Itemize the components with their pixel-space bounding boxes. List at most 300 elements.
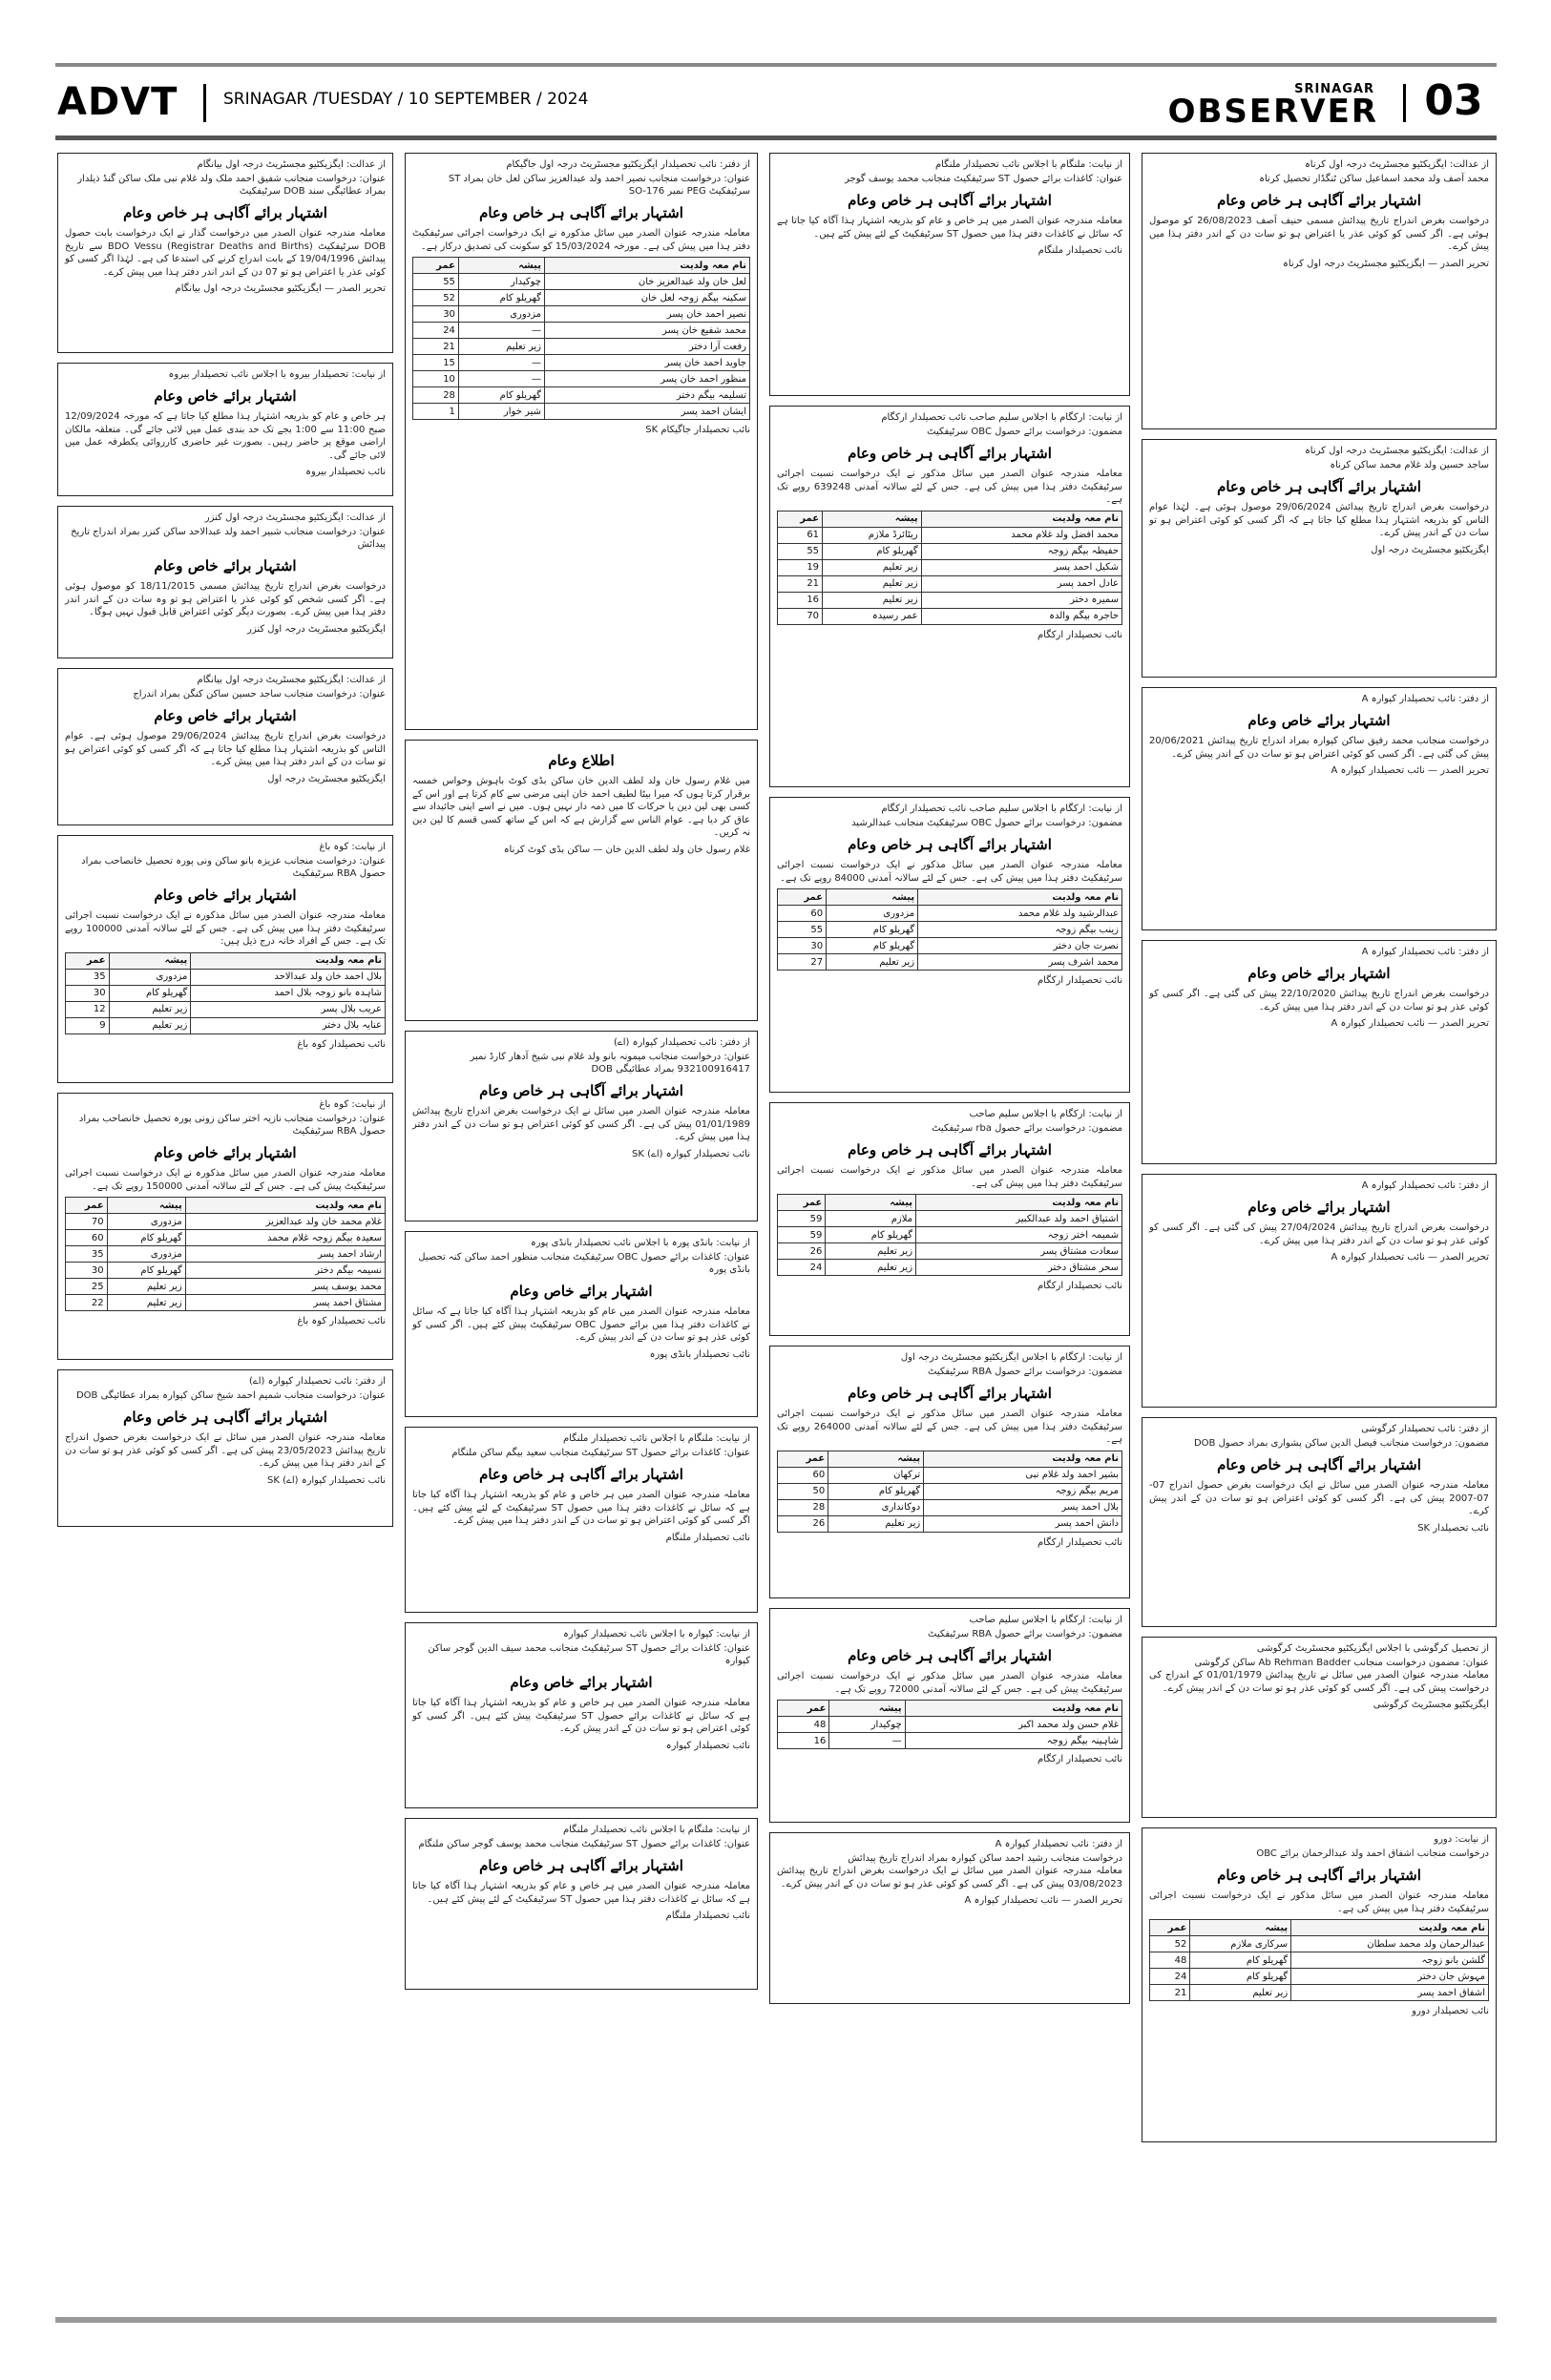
table-cell-name: مہوش جان دختر [1291,1969,1489,1985]
table-row [778,1733,1122,1749]
notice-subject: عنوان: درخواست منجانب شبیر احمد ولد عبدالاحد ساکن کنزر بمراد اندراج تاریخ پیدائش [71,527,386,550]
table-cell-age: 59 [778,1227,826,1243]
table-row [66,1214,386,1230]
table-cell-job: ملازم [826,1211,916,1227]
table-cell-name: نصرت جان دختر [918,938,1122,954]
notice-signature: نائب تحصیلدار ملنگام [665,1532,750,1543]
table-header-name: نام معہ ولدیت [916,1195,1122,1211]
notice-title: اشتہار برائے خاص وعام [1247,1199,1391,1216]
table-cell-age: 35 [66,969,110,985]
table-header-name: نام معہ ولدیت [185,1198,385,1214]
family-table [777,1451,1122,1533]
notice-signature: نائب تحصیلدار کپوارہ (اے) SK [632,1148,750,1159]
notice-body: درخواست بغرض اندراج تاریخ پیدائش 29/06/2024 موصول ہوئی ہے۔ عوام الناس کو بذریعہ اشتہار ہذا مطلع کیا جاتا ہے کہ اگر کسی کو کوئی اعتراض ہو تو سات دن کے اندر دفتر ہذا میں پیش کرے۔ [65,731,386,767]
notice-title: اطلاع وعام [548,752,615,769]
table-cell-job: ترکھان [828,1467,924,1483]
table-cell-name: عبدالرحمان ولد محمد سلطان [1291,1936,1489,1952]
notice-box [405,1818,758,1990]
notice-body: معاملہ مندرجہ عنوان الصدر میں ہر خاص و عام کو بذریعہ اشتہار ہذا آگاہ کیا جاتا ہے کہ سائل نے کاغذات دفتر ہذا میں حصول ST سرٹیفکیٹ کے لئے پیش کئے ہیں۔ [412,1881,750,1905]
table-cell-name: مریم بیگم زوجہ [924,1483,1122,1499]
table-cell-name: ایشان احمد پسر [544,404,749,420]
notice-subject: عنوان: درخواست منجانب شمیم احمد شیخ ساکن کپوارہ بمراد عطائیگی DOB [75,1390,386,1401]
table-header-row [1150,1920,1489,1936]
notice-title: اشتہار برائے آگاہی ہر خاص وعام [1217,1456,1421,1473]
table-cell-name: منظور احمد خان پسر [544,371,749,387]
notice-body: معاملہ مندرجہ عنوان الصدر میں سائل نے ایک درخواست بغرض اندراج تاریخ پیدائش 01/01/1989 پیش کی ہے۔ اگر کسی کو کوئی اعتراض ہو تو سات دن کے اندر دفتر ہذا میں پیش کرے۔ [412,1106,750,1142]
notice-box [57,363,393,496]
brand-name: OBSERVER [1167,93,1378,131]
notice-signature: نائب تحصیلدار بیروہ [305,467,386,477]
table-cell-job: مزدوری [109,969,191,985]
notice-subject: عنوان: درخواست منجانب شفیق احمد ملک ولد غلام نبی ملک ساکن گنڈ ذیلدار بمراد عطائیگی سند DOB سرٹیفکیٹ [77,174,386,197]
table-row [66,1295,386,1311]
header-separator-right [1403,84,1406,122]
table-cell-age: 16 [778,592,823,608]
header-separator [203,84,206,122]
notice-issuer: از نیابت: بانڈی پورہ با اجلاس نائب تحصیلدار بانڈی پورہ [530,1238,750,1248]
table-cell-age: 24 [778,1260,826,1276]
notice-signature: تحریر الصدر — نائب تحصیلدار کپوارہ A [1331,1252,1489,1263]
notice-signature: نائب تحصیلدار جاگیکام SK [645,425,750,435]
notice-title: اشتہار برائے خاص وعام [510,1674,653,1691]
family-table [777,888,1122,971]
table-row [778,1499,1122,1515]
table-cell-job: عمر رسیدہ [823,608,922,624]
notice-body: درخواست بغرض اندراج تاریخ پیدائش مسمی حنیف آصف 26/08/2023 کو موصول ہوئی ہے۔ اگر کسی کو کوئی عذر یا اعتراض ہو تو سات دن کے اندر دفتر ہذا میں پیش کرے۔ [1149,216,1489,252]
table-cell-name: محمد اشرف پسر [918,954,1122,971]
bottom-rule [55,136,1497,140]
notice-subject: محمد آصف ولد محمد اسماعیل ساکن ٹنگڈار تحصیل کرناہ [1259,174,1489,184]
table-header-job: پیشہ [458,258,544,274]
notice-signature: نائب تحصیلدار کوہ باغ [297,1038,386,1050]
table-cell-job: گھریلو کام [828,1483,924,1499]
notice-body: درخواست بغرض اندراج تاریخ پیدائش 27/04/2024 پیش کی گئی ہے۔ اگر کسی کو کوئی عذر ہو تو سات دن کے اندر دفتر ہذا میں پیش کرے۔ [1149,1222,1489,1246]
table-header-age: عمر [778,511,823,527]
table-cell-age: 52 [413,290,459,306]
table-row [66,1017,386,1033]
notice-box [1142,1637,1497,1818]
notice-issuer: از نیابت: ملنگام با اجلاس نائب تحصیلدار ملنگام [562,1433,750,1444]
table-cell-job: گھریلو کام [109,985,191,1001]
table-row [778,954,1122,971]
table-cell-age: 24 [413,323,459,339]
table-cell-age: 55 [778,922,827,938]
table-header-name: نام معہ ولدیت [921,511,1121,527]
table-row [778,938,1122,954]
notice-box [769,1346,1130,1598]
table-cell-job: چوکیدار [458,274,544,290]
notice-title: اشتہار برائے آگاہی ہر خاص وعام [123,1409,327,1426]
dateline: SRINAGAR /TUESDAY / 10 SEPTEMBER / 2024 [223,90,589,109]
notice-title: اشتہار برائے آگاہی ہر خاص وعام [479,1857,683,1874]
notice-issuer: از نیابت: کوہ باغ [319,1099,386,1110]
notice-body: معاملہ مندرجہ عنوان الصدر میں سائل نے تاریخ پیدائش 01/01/1979 کے اندراج کی درخواست پیش کی ہے۔ اگر کسی کو کوئی عذر ہو تو سات دن کے اندر پیش کرے۔ [1149,1670,1490,1694]
notice-box [405,1622,758,1808]
table-cell-name: غلام حسن ولد محمد اکبر [905,1717,1121,1733]
table-row [413,371,750,387]
table-cell-age: 60 [778,1467,828,1483]
notice-issuer: از عدالت: ایگزیکٹیو مجسٹریٹ درجہ اول کنزر [204,512,386,523]
table-cell-job: گھریلو کام [458,290,544,306]
notice-title: اشتہار برائے خاص وعام [1247,712,1391,729]
notice-signature: نائب تحصیلدار ارکگام [1037,1536,1122,1548]
table-row [778,1260,1122,1276]
table-cell-job: مزدوری [458,306,544,323]
table-header-job: پیشہ [823,511,922,527]
family-table [777,1194,1122,1276]
table-header-age: عمر [66,1198,108,1214]
table-cell-job: زیر تعلیم [823,592,922,608]
table-cell-name: شاہدہ بانو زوجہ بلال احمد [191,985,386,1001]
notice-title: اشتہار برائے آگاہی ہر خاص وعام [848,445,1052,462]
table-header-row [778,1701,1122,1717]
notice-body: معاملہ مندرجہ عنوان الصدر میں سائل مذکور نے ایک درخواست نسبت اجرائی سرٹیفکیٹ دفتر ہذا میں پیش کی ہے۔ [777,1165,1122,1189]
notice-body: معاملہ مندرجہ عنوان الصدر میں درخواست گذار نے ایک درخواست بابت حصول DOB سرٹیفکیٹ (Registrar Deaths and Births) BDO Vessu سے تاریخ پیدائش 19/04/1996 کے بابت اندراج کرنے کی استدعا کی ہے۔ لہٰذا اگر کسی کو کوئی عذر یا اعتراض ہو تو 07 دن کے اندر اندر دفتر ہذا میں پیش کرے۔ [65,228,387,278]
table-cell-name: اشفاق احمد پسر [1291,1985,1489,2001]
table-row [66,985,386,1001]
notice-signature: تحریر الصدر — نائب تحصیلدار کپوارہ A [1331,765,1489,776]
table-cell-job: گھریلو کام [107,1230,185,1246]
table-cell-name: غلام محمد خان ولد عبدالعزیز [185,1214,385,1230]
table-cell-job: مزدوری [107,1214,185,1230]
table-row [778,1483,1122,1499]
table-cell-name: سعادت مشتاق پسر [916,1243,1122,1260]
table-header-name: نام معہ ولدیت [924,1451,1122,1467]
notice-title: اشتہار برائے آگاہی ہر خاص وعام [123,204,327,221]
notice-subject: عنوان: کاغذات برائے حصول ST سرٹیفکیٹ منجانب سعید بیگم ساکن ملنگام [451,1448,750,1458]
family-table [65,952,386,1034]
table-cell-age: 26 [778,1515,828,1532]
table-row [778,543,1122,559]
notice-signature: نائب تحصیلدار بانڈی پورہ [649,1348,750,1360]
notice-box [405,153,758,730]
table-cell-name: نصیر احمد خان پسر [544,306,749,323]
table-cell-job: زیر تعلیم [107,1295,185,1311]
table-header-row [778,511,1122,527]
notice-signature: ایگزیکٹیو مجسٹریٹ کرگوشی [1373,1700,1489,1710]
table-cell-age: 70 [66,1214,108,1230]
table-cell-age: 35 [66,1246,108,1263]
table-cell-job: زیر تعلیم [823,575,922,592]
table-cell-name: لعل خان ولد عبدالعزیز خان [544,274,749,290]
table-header-job: پیشہ [829,1701,905,1717]
notice-body: میں غلام رسول خان ولد لطف الدین خان ساکن بڈی کوٹ باہوش وحواس خمسہ برقرار کرتا ہوں کہ میرا بیٹا لطیف احمد خان اپنی مرضی سے کام کرتا ہے اور اس کے کسی بھی لین دین یا حرکات کا میں ذمہ دار نہیں ہوں۔ میں نے اسے اپنی جائیداد سے عاق کر دیا ہے۔ عوام الناس سے گزارش ہے کہ اس کے ساتھ کسی قسم کا لین دین نہ کریں۔ [412,776,750,838]
table-cell-age: 21 [413,339,459,355]
table-cell-age: 48 [1150,1952,1190,1969]
table-cell-job: زیر تعلیم [826,1260,916,1276]
notice-box [57,1093,393,1360]
notice-issuer: از نیابت: کوہ باغ [319,842,386,852]
table-header-job: پیشہ [828,1451,924,1467]
table-row [778,575,1122,592]
table-cell-job: گھریلو کام [823,543,922,559]
notice-title: اشتہار برائے آگاہی ہر خاص وعام [479,1466,683,1483]
table-row [778,1211,1122,1227]
table-cell-name: عریب بلال پسر [191,1001,386,1017]
table-cell-name: گلشن بانو زوجہ [1291,1952,1489,1969]
table-row [413,339,750,355]
table-cell-job: گھریلو کام [1190,1952,1291,1969]
table-row [778,1467,1122,1483]
table-row [778,527,1122,543]
notice-signature: نائب تحصیلدار ارکگام [1037,1754,1122,1764]
notice-box [1142,1174,1497,1408]
table-row [66,1001,386,1017]
family-table [65,1197,386,1311]
notice-subject: عنوان: درخواست منجانب عزیزہ بانو ساکن ونی پورہ تحصیل خانصاحب بمراد حصول RBA سرٹیفکیٹ [81,856,386,879]
table-cell-age: 30 [778,938,827,954]
table-cell-name: محمد یوسف پسر [185,1279,385,1295]
notice-issuer: از دفتر: نائب تحصیلدار ایگزیکٹیو مجسٹریٹ درجہ اول جاگیکام [506,159,750,170]
table-cell-job: — [458,371,544,387]
notice-box [57,668,393,825]
table-cell-name: محمد افضل ولد غلام محمد [921,527,1121,543]
table-row [778,592,1122,608]
table-cell-name: جاوید احمد خان پسر [544,355,749,371]
notice-issuer: از دفتر: نائب تحصیلدار کرگوشی [1361,1424,1489,1434]
table-cell-name: محمد شفیع خان پسر [544,323,749,339]
table-row [413,274,750,290]
notice-body: معاملہ مندرجہ عنوان الصدر میں سائل مذکور نے ایک درخواست نسبت اجرائی سرٹیفکیٹ دفتر ہذا میں پیش کی ہے۔ جس کے لئے سالانہ آمدنی 639248 روپے تک ہے۔ [777,469,1122,505]
table-cell-age: 70 [778,608,823,624]
table-cell-job: مزدوری [107,1246,185,1263]
notice-signature: نائب تحصیلدار کپوارہ [665,1740,750,1751]
notice-title: اشتہار برائے خاص وعام [154,1144,297,1161]
table-header-age: عمر [66,952,110,969]
table-cell-job: — [829,1733,905,1749]
notice-subject: مضمون: درخواست برائے حصول rba سرٹیفکیٹ [932,1123,1122,1134]
notice-box [769,1102,1130,1336]
masthead [0,0,1551,143]
table-cell-age: 26 [778,1243,826,1260]
notice-signature: تحریر الصدر — نائب تحصیلدار کپوارہ A [964,1895,1122,1906]
table-cell-job: چوکیدار [829,1717,905,1733]
notice-issuer: از نیابت: ارکگام با اجلاس سلیم صاحب [969,1109,1122,1119]
table-row [778,559,1122,575]
table-cell-name: سکینہ بیگم زوجہ لعل خان [544,290,749,306]
table-cell-name: زینب بیگم زوجہ [918,922,1122,938]
table-cell-name: مشتاق احمد پسر [185,1295,385,1311]
table-cell-name: حاجرہ بیگم والدہ [921,608,1121,624]
table-cell-age: 55 [778,543,823,559]
notice-signature: ایگزیکٹیو مجسٹریٹ درجہ اول کنزر [246,623,386,635]
notice-subject: ساجد حسین ولد غلام محمد ساکن کرناہ [1330,460,1489,470]
notice-box [769,1608,1130,1823]
table-header-age: عمر [778,1701,829,1717]
table-cell-name: سعیدہ بیگم زوجہ غلام محمد [185,1230,385,1246]
notice-issuer: از نیابت: ارکگام با اجلاس ایگزیکٹیو مجسٹریٹ درجہ اول [900,1352,1122,1363]
table-row [413,306,750,323]
notice-issuer: از عدالت: ایگزیکٹیو مجسٹریٹ درجہ اول بیانگام [197,159,386,170]
notice-box [769,153,1130,396]
notice-box [1142,1827,1497,2142]
table-cell-job: گھریلو کام [458,387,544,404]
table-header-name: نام معہ ولدیت [905,1701,1121,1717]
notice-body: ہر خاص و عام کو بذریعہ اشتہار ہذا مطلع کیا جاتا ہے کہ مورخہ 12/09/2024 صبح 11:00 سے 1:00 بجے تک حد بندی عمل میں لائی جائے گی۔ متعلقہ مالکان اراضی موقع پر حاضر رہیں۔ بصورت غیر حاضری کارروائی یکطرفہ عمل میں لائی جائے گی۔ [65,411,386,461]
notice-box [769,406,1130,787]
table-row [778,922,1122,938]
table-header-job: پیشہ [107,1198,185,1214]
table-cell-name: رفعت آرا دختر [544,339,749,355]
notice-body: درخواست منجانب محمد رفیق ساکن کپوارہ بمراد اندراج تاریخ پیدائش 20/06/2021 پیش کی گئی ہے۔ اگر کسی کو کوئی اعتراض ہو تو سات دن کے اندر پیش کرے۔ [1149,736,1489,760]
footer-rule [55,2317,1497,2323]
notice-signature: غلام رسول خان ولد لطف الدین خان — ساکن بڈی کوٹ کرناہ [503,844,750,855]
table-cell-age: 16 [778,1733,829,1749]
notice-box [405,1427,758,1613]
notice-body: معاملہ مندرجہ عنوان الصدر میں سائل مذکور نے ایک درخواست نسبت اجرائی سرٹیفکیٹ پیش کی ہے۔ جس کے لئے سالانہ آمدنی 72000 روپے تک ہے۔ [777,1671,1122,1695]
notice-signature: نائب تحصیلدار ارکگام [1037,975,1122,986]
table-cell-job: زیر تعلیم [1190,1985,1291,2001]
table-cell-name: بلال احمد خان ولد عبدالاحد [191,969,386,985]
table-cell-age: 30 [66,985,110,1001]
table-row [66,1246,386,1263]
notice-issuer: از دفتر: نائب تحصیلدار کپوارہ (اے) [613,1037,750,1048]
table-row [66,1230,386,1246]
notice-issuer: از نیابت: کپوارہ با اجلاس نائب تحصیلدار کپوارہ [563,1629,750,1639]
notice-signature: ایگزیکٹیو مجسٹریٹ درجہ اول [1371,544,1489,555]
notice-box [57,1369,393,1527]
table-cell-name: شکیل احمد پسر [921,559,1121,575]
table-header-row [778,1195,1122,1211]
table-row [66,969,386,985]
table-cell-job: زیر تعلیم [826,1243,916,1260]
table-row [1150,1952,1489,1969]
table-cell-name: شاہینہ بیگم زوجہ [905,1733,1121,1749]
notice-issuer: از عدالت: ایگزیکٹیو مجسٹریٹ درجہ اول کرناہ [1304,159,1489,170]
table-cell-age: 1 [413,404,459,420]
notice-title: اشتہار برائے آگاہی ہر خاص وعام [1217,192,1421,209]
notice-title: اشتہار برائے آگاہی ہر خاص وعام [848,836,1052,853]
notice-title: اشتہار برائے آگاہی ہر خاص وعام [848,1385,1052,1402]
table-cell-age: 60 [66,1230,108,1246]
table-cell-age: 21 [1150,1985,1190,2001]
table-cell-job: ریٹائرڈ ملازم [823,527,922,543]
table-cell-job: شیر خوار [458,404,544,420]
table-cell-age: 28 [778,1499,828,1515]
table-header-age: عمر [413,258,459,274]
notice-subject: درخواست منجانب اشفاق احمد ولد عبدالرحمان برائے OBC [1256,1848,1489,1859]
notice-title: اشتہار برائے آگاہی ہر خاص وعام [479,204,683,221]
notice-subject: عنوان: کاغذات برائے حصول ST سرٹیفکیٹ منجانب محمد یوسف گوجر [845,174,1122,184]
notice-box [769,1832,1130,2004]
notice-subject: عنوان: کاغذات برائے حصول ST سرٹیفکیٹ منجانب محمد یوسف گوجر ساکن ملنگام [418,1839,750,1849]
table-cell-job: زیر تعلیم [828,1515,924,1532]
notice-body: معاملہ مندرجہ عنوان الصدر میں ہر خاص و عام کو بذریعہ اشتہار ہذا آگاہ کیا جاتا ہے کہ سائل نے کاغذات برائے حصول ST سرٹیفکیٹ پیش کئے ہیں۔ اگر کسی کو کوئی اعتراض ہو تو سات دن کے اندر پیش کرے۔ [412,1698,750,1734]
notice-signature: ایگزیکٹیو مجسٹریٹ درجہ اول [267,773,386,784]
notice-signature: نائب تحصیلدار کپوارہ (اے) SK [267,1474,386,1486]
notice-title: اشتہار برائے خاص وعام [154,887,297,904]
table-cell-job: گھریلو کام [827,938,918,954]
notice-title: اشتہار برائے خاص وعام [154,557,297,574]
table-cell-name: دانش احمد پسر [924,1515,1122,1532]
table-cell-job: گھریلو کام [827,922,918,938]
table-row [1150,1969,1489,1985]
family-table [777,1700,1122,1749]
table-cell-job: — [458,323,544,339]
notice-body: معاملہ مندرجہ عنوان الصدر میں سائل مذکورہ نے ایک درخواست نسبت اجرائی سرٹیفکیٹ پیش کی ہے۔ جس کے لئے سالانہ آمدنی 150000 روپے تک ہے۔ [65,1168,386,1192]
table-cell-job: سرکاری ملازم [1190,1936,1291,1952]
table-cell-age: 15 [413,355,459,371]
notice-issuer: از دفتر: نائب تحصیلدار کپوارہ A [1361,947,1489,957]
notice-subject: مضمون: درخواست برائے حصول RBA سرٹیفکیٹ [928,1367,1122,1377]
table-row [1150,1985,1489,2001]
family-table [777,511,1122,625]
notice-issuer: از نیابت: تحصیلدار بیروہ با اجلاس نائب تحصیلدار بیروہ [168,369,386,380]
table-cell-job: گھریلو کام [107,1263,185,1279]
table-cell-name: تسلیمہ بیگم دختر [544,387,749,404]
notice-issuer: از نیابت: ارکگام با اجلاس سلیم صاحب نائب تحصیلدار ارکگام [881,412,1122,423]
table-cell-job: زیر تعلیم [823,559,922,575]
table-row [778,1243,1122,1260]
notice-box [57,835,393,1083]
notice-box [1142,153,1497,429]
notice-body: معاملہ مندرجہ عنوان الصدر میں سائل مذکورہ نے ایک درخواست اجرائی سرٹیفکیٹ دفتر ہذا میں پیش کی ہے۔ مورخہ 15/03/2024 کو سکونت کی تصدیق درکار ہے۔ [412,228,750,252]
table-cell-age: 9 [66,1017,110,1033]
page-number: 03 [1424,76,1483,125]
notice-issuer: از دفتر: نائب تحصیلدار کپوارہ (اے) [248,1376,386,1387]
notice-signature: نائب تحصیلدار ارکگام [1037,629,1122,640]
notice-subject: مضمون: درخواست منجانب فیصل الدین ساکن پشواری بمراد حصول DOB [1193,1438,1489,1449]
notice-title: اشتہار برائے آگاہی ہر خاص وعام [1217,478,1421,495]
table-cell-job: زیر تعلیم [109,1001,191,1017]
notice-box [769,797,1130,1093]
table-cell-name: عبدالرشید ولد غلام محمد [918,906,1122,922]
table-row [778,1717,1122,1733]
table-header-job: پیشہ [109,952,191,969]
notice-box [1142,439,1497,678]
notice-issuer: از نیابت: ارکگام با اجلاس سلیم صاحب نائب تحصیلدار ارکگام [881,804,1122,814]
notice-issuer: از نیابت: دورو [1434,1834,1489,1845]
notice-issuer: از نیابت: ملنگام با اجلاس نائب تحصیلدار ملنگام [934,159,1122,170]
table-row [778,906,1122,922]
table-cell-age: 48 [778,1717,829,1733]
notice-body: معاملہ مندرجہ عنوان الصدر میں سائل مذکور نے ایک درخواست نسبت اجرائی سرٹیفکیٹ دفتر ہذا میں پیش کی ہے۔ جس کے لئے سالانہ آمدنی 264000 روپے تک ہے۔ [777,1409,1122,1445]
notice-box [405,740,758,1021]
notice-signature: نائب تحصیلدار کوہ باغ [297,1316,386,1326]
notice-issuer: از دفتر: نائب تحصیلدار کپوارہ A [1361,694,1489,704]
notice-issuer: از نیابت: ملنگام با اجلاس نائب تحصیلدار ملنگام [562,1825,750,1835]
table-header-job: پیشہ [1190,1920,1291,1936]
notice-body: معاملہ مندرجہ عنوان الصدر میں عام کو بذریعہ اشتہار ہذا آگاہ کیا جاتا ہے کہ سائل نے کاغذات دفتر ہذا میں برائے حصول OBC سرٹیفکیٹ پیش کئے ہیں۔ اگر کسی کو کوئی عذر ہو تو سات دن کے اندر پیش کرے۔ [412,1306,750,1343]
table-cell-name: بشیر احمد ولد غلام نبی [924,1467,1122,1483]
notice-body: معاملہ مندرجہ عنوان الصدر میں ہر خاص و عام کو بذریعہ اشتہار ہذا آگاہ کیا جاتا ہے کہ سائل نے کاغذات دفتر ہذا میں حصول ST سرٹیفکیٹ کے لئے پیش کئے ہیں۔ [777,216,1122,240]
notice-title: اشتہار برائے خاص وعام [510,1283,653,1300]
notice-signature: نائب تحصیلدار SK [1417,1522,1489,1534]
table-cell-age: 25 [66,1279,108,1295]
table-cell-job: مزدوری [827,906,918,922]
family-table [1149,1919,1489,2001]
table-header-age: عمر [778,1195,826,1211]
table-row [413,404,750,420]
table-cell-name: شمیمہ اختر زوجہ [916,1227,1122,1243]
notice-title: اشتہار برائے آگاہی ہر خاص وعام [848,1647,1052,1664]
table-cell-age: 52 [1150,1936,1190,1952]
notice-issuer: از عدالت: ایگزیکٹیو مجسٹریٹ درجہ اول کرناہ [1304,446,1489,456]
notice-subject: عنوان: درخواست منجانب ساجد حسین ساکن کنگن بمراد اندراج [133,689,386,699]
table-header-name: نام معہ ولدیت [191,952,386,969]
table-header-row [66,1198,386,1214]
table-cell-name: ارشاد احمد پسر [185,1246,385,1263]
notice-signature: نائب تحصیلدار ملنگام [1037,245,1122,256]
table-row [1150,1936,1489,1952]
notice-subject: عنوان: درخواست منجانب میمونہ بانو ولد غلام نبی شیخ آدھار کارڈ نمبر 932100916417 بمراد عطائیگی DOB [470,1052,750,1075]
notice-title: اشتہار برائے آگاہی ہر خاص وعام [479,1082,683,1099]
table-cell-age: 61 [778,527,823,543]
table-row [66,1279,386,1295]
table-row [778,1515,1122,1532]
top-rule [55,63,1497,67]
notice-issuer: از عدالت: ایگزیکٹیو مجسٹریٹ درجہ اول بیانگام [197,675,386,685]
